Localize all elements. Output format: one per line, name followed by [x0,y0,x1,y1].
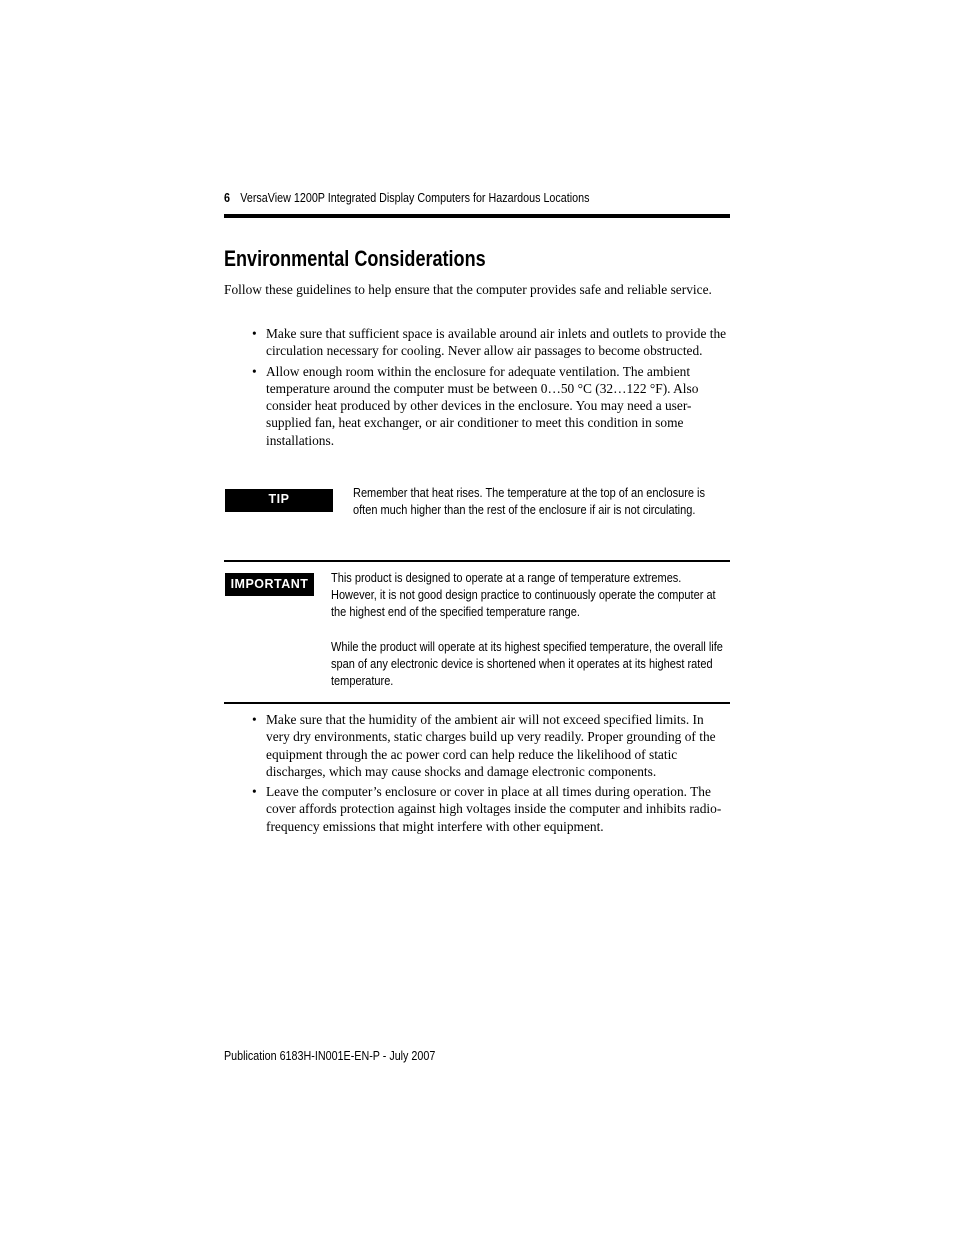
section-title: Environmental Considerations [224,246,486,271]
list-item-text: Make sure that the humidity of the ambient air will not exceed specified limits. In very dry environments, static charges build up very readily. Proper grounding of the equipment through the ac power cord can help reduce the likelihood of static discharges, which may cause shocks and damage electronic components. [266,712,716,779]
important-label: IMPORTANT [225,573,314,596]
list-item [224,325,730,360]
bullet-list-top [224,325,730,452]
bullet-icon: • [252,363,257,379]
running-title: VersaView 1200P Integrated Display Computers for Hazardous Locations [240,191,590,205]
list-item-text: Allow enough room within the enclosure for adequate ventilation. The ambient temperature around the computer must be between 0…50 °C (32…122 °F). Also consider heat produced by other devices in the enclosure. You may need a user-supplied fan, heat exchanger, or air conditioner to meet this condition in some installations. [266,363,699,448]
publication-footer: Publication 6183H-IN001E-EN-P - July 2007 [224,1049,436,1063]
bullet-icon: • [252,326,257,341]
list-item-text: Make sure that sufficient space is available around air inlets and outlets to provide the circulation necessary for cooling. Never allow air passages to become obstructed. [266,326,727,359]
bullet-icon: • [252,784,257,800]
running-header [224,191,659,205]
list-item-text: Leave the computer’s enclosure or cover in place at all times during operation. The cover affords protection against high voltages inside the computer and inhibits radio-frequency emissions that might interfere with other equipment. [266,784,722,834]
bullet-list-bottom [224,711,730,838]
tip-label: TIP [225,489,333,512]
page-number: 6 [224,191,230,205]
list-item [224,783,730,835]
important-top-rule [224,560,730,562]
important-bottom-rule [224,702,730,704]
important-paragraph: This product is designed to operate at a range of temperature extremes. However, it is not good design practice to continuously operate the computer at the highest end of the specified temperature range. [331,571,716,620]
intro-paragraph: Follow these guidelines to help ensure that the computer provides safe and reliable service. [224,282,712,297]
header-rule [224,214,730,218]
important-paragraph: While the product will operate at its highest specified temperature, the overall life span of any electronic device is shortened when it operates at its highest rated temperature. [331,639,723,689]
list-item [224,711,730,780]
important-text [331,570,729,707]
bullet-icon: • [252,712,257,727]
list-item [224,363,730,449]
tip-text: Remember that heat rises. The temperature at the top of an enclosure is often much higher than the rest of the enclosure if air is not circulating. [353,486,705,518]
